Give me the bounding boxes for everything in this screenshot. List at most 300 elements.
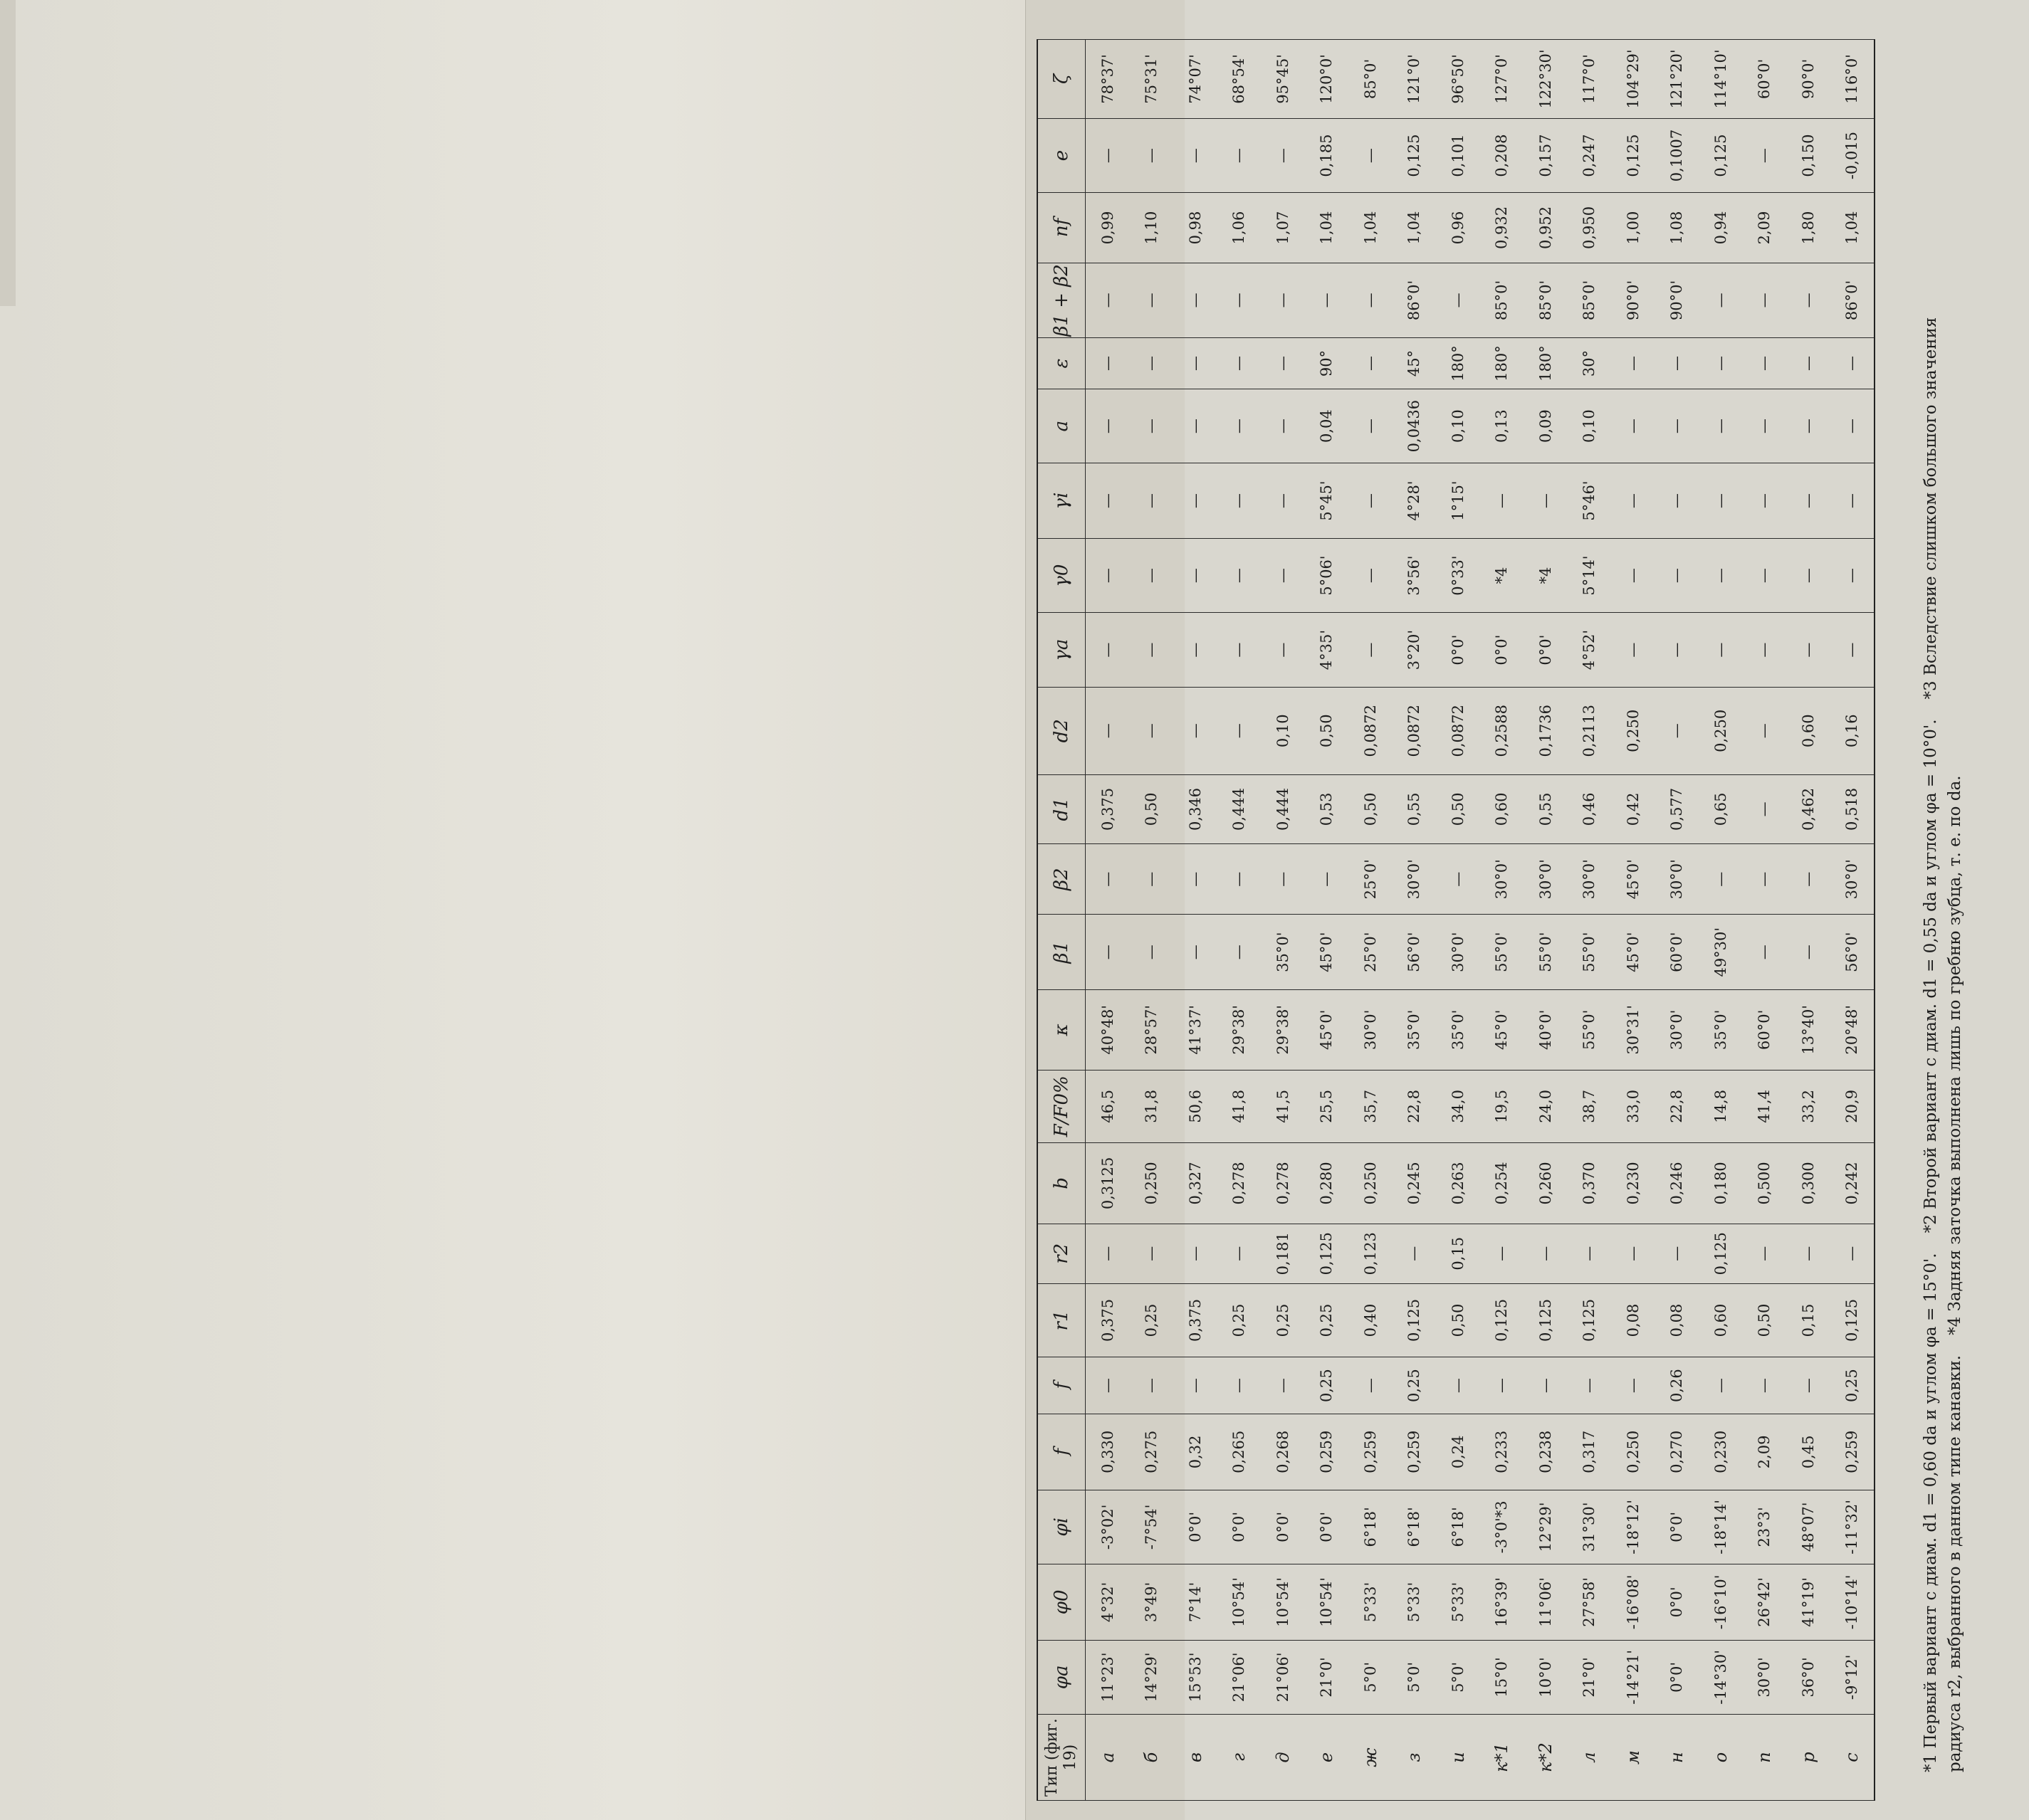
table-cell: 0,50 [1130,774,1174,843]
table-cell: 0,40 [1348,1283,1393,1357]
table-cell: 0,278 [1217,1143,1262,1224]
table-cell: 30°0' [1480,844,1524,915]
table-cell: — [1217,1224,1262,1283]
table-cell: 5°45' [1305,463,1349,539]
column-header: φi [1037,1490,1086,1564]
table-cell: — [1261,118,1305,192]
table-cell: — [1699,463,1743,539]
table-cell: 0,181 [1261,1224,1305,1283]
table-cell: — [1786,1224,1830,1283]
table-cell: 0,375 [1086,774,1130,843]
table-cell: 117°0' [1568,40,1612,119]
row-type-label: п [1743,1715,1787,1801]
table-cell: 0,444 [1261,774,1305,843]
table-cell: — [1743,463,1787,539]
table-cell: 0,952 [1524,193,1568,263]
table-cell: 0,230 [1611,1143,1655,1224]
table-cell: 0°0' [1261,1490,1305,1564]
table-cell: 0,250 [1348,1143,1393,1224]
table-cell: 0,0872 [1436,687,1480,774]
table-cell: 0,16 [1830,687,1875,774]
table-cell: 0,280 [1305,1143,1349,1224]
table-cell: 127°0' [1480,40,1524,119]
page-edge-strip [0,0,16,306]
table-cell: 0,99 [1086,193,1130,263]
table-cell: 0,25 [1393,1357,1437,1414]
table-cell: 0,268 [1261,1414,1305,1490]
table-cell: 41,4 [1743,1070,1787,1142]
table-cell: — [1130,844,1174,915]
table-row [1611,40,1655,1801]
table-cell: 50,6 [1173,1070,1217,1142]
table-cell: 0,125 [1830,1283,1875,1357]
table-cell: 1,10 [1130,193,1174,263]
table-cell: 30°0' [1393,844,1437,915]
table-cell: 11°23' [1086,1640,1130,1714]
table-cell: 0,1007 [1655,118,1699,192]
table-cell: 36°0' [1786,1640,1830,1714]
table-cell: 0,0436 [1393,389,1437,463]
table-cell: — [1655,338,1699,389]
table-row [1130,40,1174,1801]
table-cell: — [1130,1357,1174,1414]
table-cell: — [1086,463,1130,539]
table-cell: 85°0' [1524,263,1568,338]
table-cell: 0,259 [1393,1414,1437,1490]
table-cell: — [1611,389,1655,463]
table-cell: — [1217,118,1262,192]
table-cell: 10°54' [1217,1564,1262,1641]
table-cell: — [1086,1357,1130,1414]
table-cell: -9°12' [1830,1640,1875,1714]
table-row [1217,40,1262,1801]
table-cell: 5°0' [1436,1640,1480,1714]
table-cell: 12°29' [1524,1490,1568,1564]
table-cell: 114°10' [1699,40,1743,119]
table-cell: 0,10 [1436,389,1480,463]
table-cell: 10°54' [1305,1564,1349,1641]
column-header: ζ [1037,40,1086,119]
table-row [1173,40,1217,1801]
table-cell: 0,55 [1393,774,1437,843]
table-cell: 20°48' [1830,989,1875,1070]
table-cell: 0,265 [1217,1414,1262,1490]
table-cell: 3°56' [1393,538,1437,612]
table-cell: 0,260 [1524,1143,1568,1224]
table-cell: -14°21' [1611,1640,1655,1714]
table-cell: -3°02' [1086,1490,1130,1564]
table-cell: — [1743,538,1787,612]
table-cell: 0°0' [1655,1490,1699,1564]
table-row [1743,40,1787,1801]
table-cell: — [1130,118,1174,192]
table-cell: — [1786,538,1830,612]
table-cell: 45° [1393,338,1437,389]
table-cell: — [1655,389,1699,463]
row-type-label: к*1 [1480,1715,1524,1801]
table-cell: 180° [1480,338,1524,389]
table-cell: — [1130,338,1174,389]
row-type-label: г [1217,1715,1262,1801]
table-cell: 35°0' [1393,989,1437,1070]
table-cell: 0,0872 [1393,687,1437,774]
table-cell: 48°07' [1786,1490,1830,1564]
table-cell: 2,09 [1743,1414,1787,1490]
table-cell: 180° [1436,338,1480,389]
column-header: κ [1037,989,1086,1070]
table-cell: 0,125 [1699,118,1743,192]
table-cell: 30° [1568,338,1612,389]
table-cell: 0,25 [1830,1357,1875,1414]
table-cell: — [1261,538,1305,612]
column-header: d1 [1037,774,1086,843]
table-cell: — [1611,1224,1655,1283]
footnote-line-2 [1943,50,1967,1772]
table-cell: 0,60 [1699,1283,1743,1357]
table-cell: — [1261,463,1305,539]
table-cell: *4 [1524,538,1568,612]
table-cell: 0,518 [1830,774,1875,843]
table-cell: 5°33' [1393,1564,1437,1641]
table-cell: 0°0' [1436,613,1480,687]
table-cell: 30°0' [1568,844,1612,915]
table-cell: — [1173,1224,1217,1283]
table-cell: — [1217,338,1262,389]
table-cell: — [1743,774,1787,843]
table-cell: — [1524,463,1568,539]
table-cell: 5°0' [1393,1640,1437,1714]
table-cell: 0,101 [1436,118,1480,192]
table-cell: 30°0' [1524,844,1568,915]
table-cell: 30°0' [1743,1640,1787,1714]
table-cell: — [1699,844,1743,915]
table-cell: — [1217,613,1262,687]
table-row [1655,40,1699,1801]
table-cell: — [1173,687,1217,774]
table-cell: 29°38' [1261,989,1305,1070]
table-cell: — [1743,613,1787,687]
table-cell: 1,04 [1348,193,1393,263]
table-cell: 0,254 [1480,1143,1524,1224]
table-cell: 0,242 [1830,1143,1875,1224]
table-cell: — [1130,1224,1174,1283]
column-header: β1 + β2 [1037,263,1086,338]
table-cell: -0,015 [1830,118,1875,192]
table-cell: 21°06' [1261,1640,1305,1714]
table-cell: 55°0' [1480,915,1524,990]
table-cell: 1,00 [1611,193,1655,263]
table-cell: 60°0' [1743,989,1787,1070]
table-cell: 90°0' [1655,263,1699,338]
table-cell: 0,53 [1305,774,1349,843]
table-cell: 0,1736 [1524,687,1568,774]
table-cell: 0,230 [1699,1414,1743,1490]
table-cell: 11°06' [1524,1564,1568,1641]
table-cell: — [1743,263,1787,338]
table-cell: 55°0' [1568,915,1612,990]
table-cell: 90°0' [1786,40,1830,119]
table-cell: — [1524,1357,1568,1414]
table-cell: 10°54' [1261,1564,1305,1641]
table-cell: 121°20' [1655,40,1699,119]
table-cell: — [1480,463,1524,539]
footnotes [1919,50,1967,1772]
table-cell: 0,245 [1393,1143,1437,1224]
table-cell: — [1611,338,1655,389]
table-cell: — [1786,389,1830,463]
table-cell: 20,9 [1830,1070,1875,1142]
table-cell: 0,950 [1568,193,1612,263]
table-cell: 22,8 [1655,1070,1699,1142]
table-row [1436,40,1480,1801]
table-cell: — [1830,389,1875,463]
table-cell: — [1086,844,1130,915]
table-cell: — [1217,463,1262,539]
table-cell: — [1261,338,1305,389]
table-cell: — [1830,613,1875,687]
table-cell: — [1743,338,1787,389]
table-cell: — [1655,613,1699,687]
table-cell: 0,65 [1699,774,1743,843]
table-cell: -3°0'*3 [1480,1490,1524,1564]
table-cell: 0,25 [1130,1283,1174,1357]
row-type-label: в [1173,1715,1217,1801]
table-cell: — [1261,1357,1305,1414]
table-cell: — [1130,389,1174,463]
table-row [1568,40,1612,1801]
footnote-3b: радиуса r2, выбранного в данном типе канавки. [1946,1355,1964,1772]
table-cell: — [1086,389,1130,463]
table-cell: — [1436,1357,1480,1414]
table-cell: 180° [1524,338,1568,389]
table-cell: — [1699,613,1743,687]
table-cell: 0,444 [1217,774,1262,843]
table-cell: 30°31' [1611,989,1655,1070]
table-cell: — [1699,1357,1743,1414]
table-cell: 15°53' [1173,1640,1217,1714]
table-cell: 10°0' [1524,1640,1568,1714]
table-cell: — [1786,844,1830,915]
table-cell: 95°45' [1261,40,1305,119]
table-cell: 41°37' [1173,989,1217,1070]
table-cell: 45°0' [1305,989,1349,1070]
table-cell: 0,125 [1524,1283,1568,1357]
table-cell: 0,123 [1348,1224,1393,1283]
table-cell: — [1305,844,1349,915]
table-cell: 0°0' [1655,1564,1699,1641]
table-cell: 0,317 [1568,1414,1612,1490]
column-header: γa [1037,613,1086,687]
table-cell: 3°49' [1130,1564,1174,1641]
table-cell: 121°0' [1393,40,1437,119]
table-cell: -18°14' [1699,1490,1743,1564]
row-type-label: е [1305,1715,1349,1801]
table-cell: — [1393,1224,1437,1283]
table-cell: 0,25 [1305,1283,1349,1357]
table-cell: — [1568,1224,1612,1283]
column-header: γ0 [1037,538,1086,612]
table-cell: 0,60 [1480,774,1524,843]
table-cell: 0,375 [1086,1283,1130,1357]
table-cell: 1,04 [1393,193,1437,263]
table-cell: — [1524,1224,1568,1283]
table-cell: — [1611,613,1655,687]
table-cell: 85°0' [1348,40,1393,119]
table-cell: 40°0' [1524,989,1568,1070]
table-cell: — [1217,389,1262,463]
table-cell: — [1830,1224,1875,1283]
table-cell: — [1348,538,1393,612]
table-cell: — [1130,687,1174,774]
table-cell: — [1217,538,1262,612]
table-cell: — [1173,463,1217,539]
table-cell: 35°0' [1261,915,1305,990]
table-cell: 6°18' [1393,1490,1437,1564]
table-cell: 0,259 [1348,1414,1393,1490]
table-cell: 49°30' [1699,915,1743,990]
table-cell: 0,10 [1261,687,1305,774]
table-row [1261,40,1305,1801]
table-cell: — [1743,1357,1787,1414]
row-type-label: б [1130,1715,1174,1801]
table-cell: 21°06' [1217,1640,1262,1714]
table-cell: 41°19' [1786,1564,1830,1641]
footnote-line-1 [1919,50,1943,1772]
table-cell: 28°57' [1130,989,1174,1070]
table-cell: 0,15 [1786,1283,1830,1357]
row-type-label: а [1086,1715,1130,1801]
table-cell: 45°0' [1480,989,1524,1070]
table-cell: — [1130,463,1174,539]
table-cell: 31°30' [1568,1490,1612,1564]
table-cell: — [1348,1357,1393,1414]
table-cell: — [1173,1357,1217,1414]
table-cell: 0,42 [1611,774,1655,843]
table-cell: — [1261,389,1305,463]
column-header: γi [1037,463,1086,539]
table-cell: 35,7 [1348,1070,1393,1142]
table-cell: 0,270 [1655,1414,1699,1490]
table-cell: 0,2588 [1480,687,1524,774]
table-cell: — [1699,389,1743,463]
table-cell: 0,185 [1305,118,1349,192]
footnote-1: *1 Первый вариант с диам. d1 = 0,60 da и углом φa = 15°0'. [1921,1253,1940,1772]
column-header: ε [1037,338,1086,389]
table-cell: 25°0' [1348,844,1393,915]
table-cell: 30°0' [1348,989,1393,1070]
table-cell: 0,10 [1568,389,1612,463]
table-cell: 26°42' [1743,1564,1787,1641]
table-cell: — [1086,687,1130,774]
table-cell: 0,125 [1480,1283,1524,1357]
table-cell: 25,5 [1305,1070,1349,1142]
table-cell: 0,246 [1655,1143,1699,1224]
table-cell: 0,250 [1611,1414,1655,1490]
table-header-row [1037,40,1086,1801]
table-cell: 4°35' [1305,613,1349,687]
table-cell: 0,45 [1786,1414,1830,1490]
parameters-table [1037,39,1875,1801]
table-cell: 4°52' [1568,613,1612,687]
table-cell: — [1786,338,1830,389]
table-cell: 0,327 [1173,1143,1217,1224]
table-cell: — [1086,1224,1130,1283]
column-header-type: Тип (фиг. 19) [1037,1715,1086,1801]
table-cell: 78°37' [1086,40,1130,119]
table-cell: 0,346 [1173,774,1217,843]
table-cell: 25°0' [1348,915,1393,990]
table-cell: — [1173,613,1217,687]
column-header: φ0 [1037,1564,1086,1641]
table-cell: 0,50 [1436,1283,1480,1357]
table-cell: 90°0' [1611,263,1655,338]
row-type-label: н [1655,1715,1699,1801]
table-cell: — [1743,389,1787,463]
table-cell: -7°54' [1130,1490,1174,1564]
table-cell: 0,13 [1480,389,1524,463]
table-cell: 75°31' [1130,40,1174,119]
table-cell: 0,3125 [1086,1143,1130,1224]
column-header: e [1037,118,1086,192]
table-cell: — [1086,538,1130,612]
table-cell: -18°12' [1611,1490,1655,1564]
table-cell: — [1830,463,1875,539]
table-cell: 0,233 [1480,1414,1524,1490]
table-cell: — [1173,538,1217,612]
table-cell: 16°39' [1480,1564,1524,1641]
table-cell: — [1217,844,1262,915]
table-cell: 0,180 [1699,1143,1743,1224]
column-header: F/F0% [1037,1070,1086,1142]
table-row [1480,40,1524,1801]
table-cell: 0°0' [1173,1490,1217,1564]
table-cell: 2,09 [1743,193,1787,263]
table-cell: — [1699,338,1743,389]
table-cell: 41,5 [1261,1070,1305,1142]
column-header: d2 [1037,687,1086,774]
table-cell: — [1217,915,1262,990]
table-cell: 0,46 [1568,774,1612,843]
row-type-label: о [1699,1715,1743,1801]
table-cell: 0°33' [1436,538,1480,612]
table-cell: — [1655,1224,1699,1283]
table-cell: 14°29' [1130,1640,1174,1714]
row-type-label: и [1436,1715,1480,1801]
table-cell: — [1130,538,1174,612]
table-cell: 96°50' [1436,40,1480,119]
table-cell: -16°10' [1699,1564,1743,1641]
table-cell: 1,04 [1305,193,1349,263]
table-cell: — [1261,844,1305,915]
table-cell: — [1743,118,1787,192]
table-cell: — [1786,613,1830,687]
table-cell: 1°15' [1436,463,1480,539]
table-cell: 5°14' [1568,538,1612,612]
table-cell: 116°0' [1830,40,1875,119]
table-cell: — [1830,538,1875,612]
table-cell: 45°0' [1611,915,1655,990]
table-cell: 0,25 [1261,1283,1305,1357]
table-cell: 0,98 [1173,193,1217,263]
table-row [1524,40,1568,1801]
table-cell: 0,50 [1436,774,1480,843]
table-cell: 0,259 [1830,1414,1875,1490]
table-cell: 90° [1305,338,1349,389]
table-body [1086,40,1875,1801]
table-cell: 38,7 [1568,1070,1612,1142]
table-cell: 0,50 [1305,687,1349,774]
table-row [1786,40,1830,1801]
